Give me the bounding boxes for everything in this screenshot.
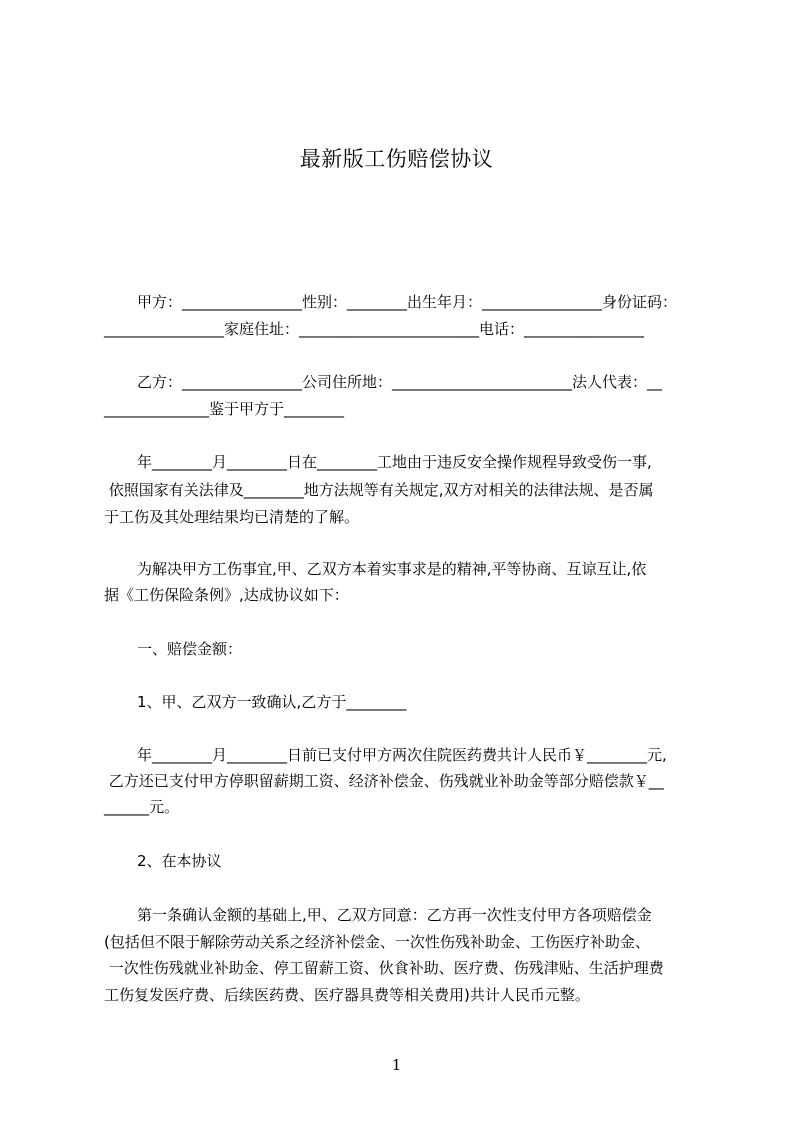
payment-line-1: 年________月________日前已支付甲方两次住院医药费共计人民币￥________元, xyxy=(137,746,667,764)
clause-1-line: 1、甲、乙双方一致确认,乙方于________ xyxy=(137,693,407,711)
article-line-4: 工伤复发医疗费、后续医药费、医疗器具费等相关费用)共计人民币元整。 xyxy=(104,986,590,1004)
article-line-3: 一次性伤残就业补助金、停工留薪工资、伙食补助、医疗费、伤残津贴、生活护理费 xyxy=(104,959,664,977)
payment-line-2: 乙方还已支付甲方停职留薪期工资、经济补偿金、伤残就业补助金等部分赔偿款￥__ xyxy=(104,772,664,790)
purpose-line-1: 为解决甲方工伤事宜,甲、乙双方本着实事求是的精神,平等协商、互谅互让,依 xyxy=(137,560,647,578)
document-title: 最新版工伤赔偿协议 xyxy=(299,147,494,171)
party-b-line-2: ______________鉴于甲方于________ xyxy=(104,400,345,418)
clause-2-line: 2、在本协议 xyxy=(137,852,222,870)
payment-line-3: ______元。 xyxy=(104,798,180,816)
article-line-2: (包括但不限于解除劳动关系之经济补偿金、一次性伤残补助金、工伤医疗补助金、 xyxy=(104,933,650,951)
incident-line-3: 于工伤及其处理结果均已清楚的了解。 xyxy=(104,508,360,526)
party-a-line-2: ________________家庭住址：________________________电话：________________ xyxy=(104,320,645,338)
incident-line-1: 年________月________日在________工地由于违反安全操作规程导致受伤一事, xyxy=(137,453,652,471)
section-heading-compensation: 一、赔偿金额： xyxy=(137,640,243,658)
incident-line-2: 依照国家有关法律及________地方法规等有关规定,双方对相关的法律法规、是否属 xyxy=(104,481,654,499)
party-b-line-1: 乙方：________________公司住所地：________________________法人代表：__ xyxy=(137,373,663,391)
page-number: 1 xyxy=(391,1056,402,1074)
party-a-line-1: 甲方：________________性别：________出生年月：________________身份证码： xyxy=(137,293,678,311)
purpose-line-2: 据《工伤保险条例》,达成协议如下： xyxy=(104,586,349,604)
article-line-1: 第一条确认金额的基础上,甲、乙双方同意：乙方再一次性支付甲方各项赔偿金 xyxy=(137,906,652,924)
